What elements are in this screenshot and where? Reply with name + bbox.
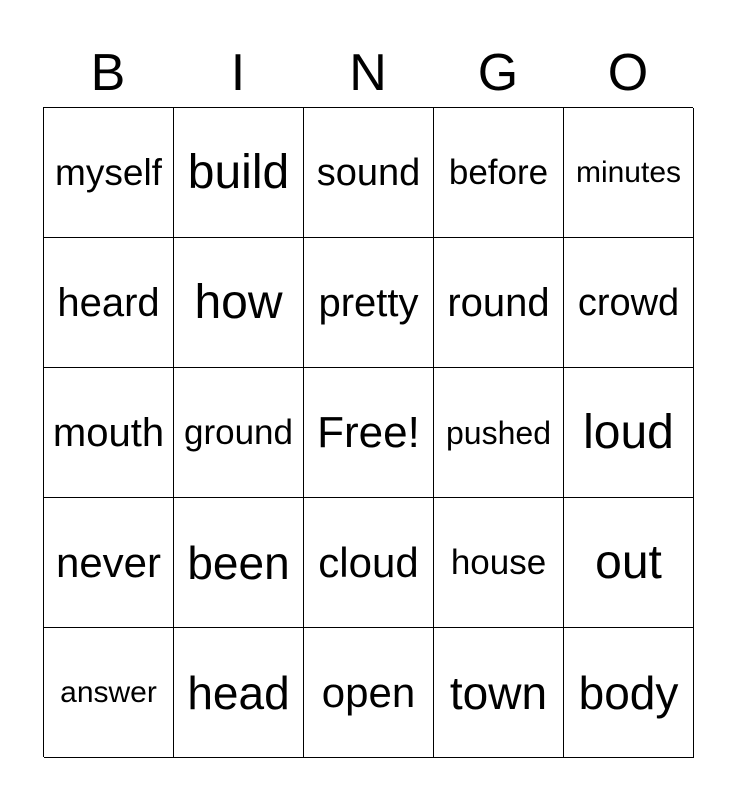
bingo-cell-r4-c2[interactable]: been [174,498,304,628]
bingo-cell-r2-c2[interactable]: how [174,238,304,368]
bingo-cell-r1-c1[interactable]: myself [44,108,174,238]
header-letter-o: O [607,44,649,102]
bingo-header [43,38,693,108]
header-letter-n: N [349,44,387,102]
bingo-cell-r5-c3[interactable]: open [304,628,434,758]
bingo-board [43,107,693,757]
bingo-cell-r3-c2[interactable]: ground [174,368,304,498]
bingo-cell-r5-c2[interactable]: head [174,628,304,758]
bingo-cell-r4-c1[interactable]: never [44,498,174,628]
bingo-cell-r5-c5[interactable]: body [564,628,694,758]
bingo-cell-r5-c1[interactable]: answer [44,628,174,758]
bingo-cell-r2-c1[interactable]: heard [44,238,174,368]
bingo-cell-r2-c3[interactable]: pretty [304,238,434,368]
bingo-cell-r3-c4[interactable]: pushed [434,368,564,498]
bingo-cell-r1-c4[interactable]: before [434,108,564,238]
header-letter-g: G [477,44,519,102]
bingo-cell-r3-c3-free[interactable]: Free! [304,368,434,498]
bingo-cell-r1-c5[interactable]: minutes [564,108,694,238]
header-letter-b: B [90,44,126,102]
bingo-cell-r4-c3[interactable]: cloud [304,498,434,628]
header-letter-i: I [230,44,246,102]
bingo-cell-r5-c4[interactable]: town [434,628,564,758]
bingo-cell-r2-c4[interactable]: round [434,238,564,368]
bingo-cell-r4-c4[interactable]: house [434,498,564,628]
bingo-cell-r1-c3[interactable]: sound [304,108,434,238]
bingo-cell-r3-c1[interactable]: mouth [44,368,174,498]
bingo-cell-r4-c5[interactable]: out [564,498,694,628]
bingo-cell-r1-c2[interactable]: build [174,108,304,238]
bingo-cell-r2-c5[interactable]: crowd [564,238,694,368]
bingo-cell-r3-c5[interactable]: loud [564,368,694,498]
